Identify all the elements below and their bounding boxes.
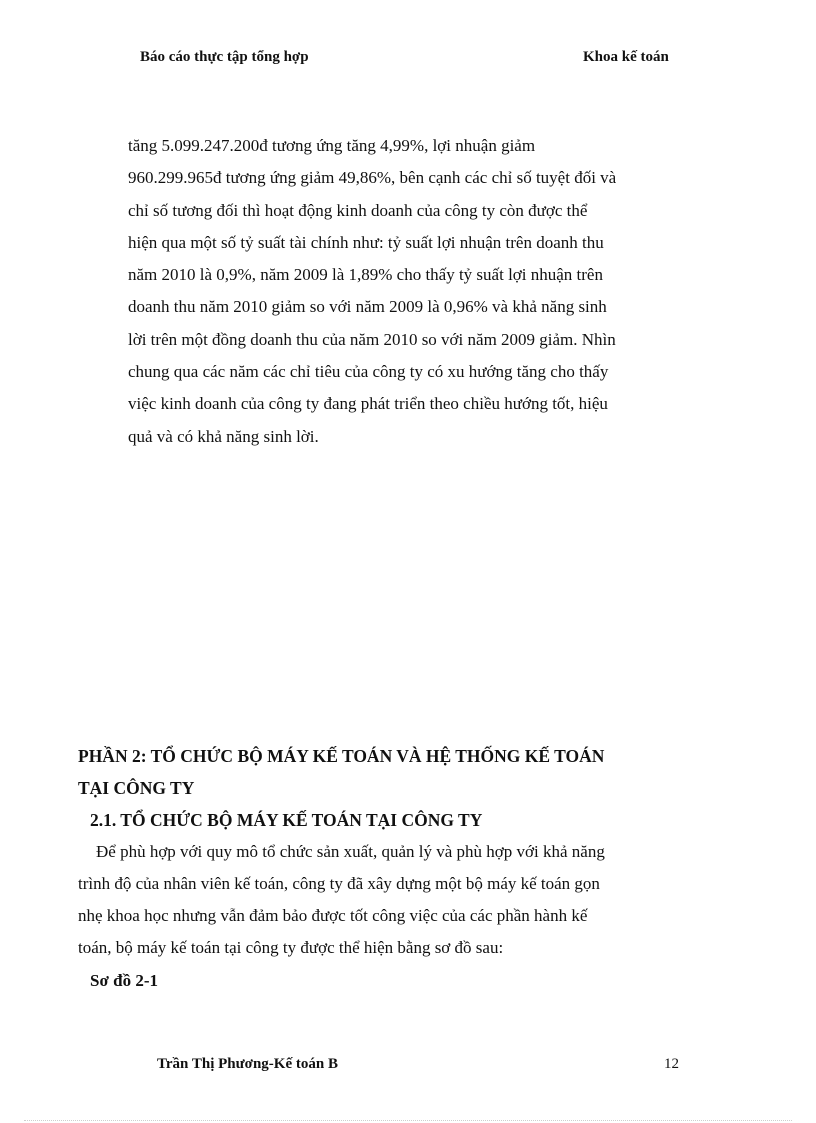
page-number: 12 — [664, 1056, 679, 1072]
header-report-title: Báo cáo thực tập tổng hợp — [140, 49, 309, 65]
section-heading-line: PHẦN 2: TỔ CHỨC BỘ MÁY KẾ TOÁN VÀ HỆ THỐNG KẾ TOÁN — [78, 746, 605, 766]
header-department: Khoa kế toán — [583, 49, 669, 65]
paragraph-line: lời trên một đồng doanh thu của năm 2010 so với năm 2009 giảm. Nhìn — [128, 329, 616, 349]
section-body-paragraph — [78, 836, 698, 964]
paragraph-line: chung qua các năm các chỉ tiêu của công ty có xu hướng tăng cho thấy — [128, 362, 609, 382]
paragraph-line: việc kinh doanh của công ty đang phát triển theo chiều hướng tốt, hiệu — [128, 394, 608, 414]
footer-author: Trần Thị Phương-Kế toán B — [157, 1056, 338, 1072]
section-heading — [78, 740, 698, 804]
intro-paragraph — [128, 130, 688, 453]
paragraph-line: năm 2010 là 0,9%, năm 2009 là 1,89% cho thấy tỷ suất lợi nhuận trên — [128, 265, 603, 285]
paragraph-line: quả và có khả năng sinh lời. — [128, 426, 319, 446]
paragraph-line: doanh thu năm 2010 giảm so với năm 2009 là 0,96% và khả năng sinh — [128, 297, 607, 317]
subsection-heading: 2.1. TỔ CHỨC BỘ MÁY KẾ TOÁN TẠI CÔNG TY — [90, 810, 483, 830]
paragraph-line: Để phù hợp với quy mô tổ chức sản xuất, quản lý và phù hợp với khả năng — [96, 842, 605, 861]
diagram-caption: Sơ đồ 2-1 — [90, 971, 158, 990]
paragraph-line: toán, bộ máy kế toán tại công ty được thể hiện bằng sơ đồ sau: — [78, 938, 504, 957]
paragraph-line: hiện qua một số tỷ suất tài chính như: tỷ suất lợi nhuận trên doanh thu — [128, 232, 604, 252]
page-bottom-divider — [24, 1120, 792, 1121]
paragraph-line: trình độ của nhân viên kế toán, công ty đã xây dựng một bộ máy kế toán gọn — [78, 874, 600, 893]
section-heading-line: TẠI CÔNG TY — [78, 778, 195, 798]
paragraph-line: tăng 5.099.247.200đ tương ứng tăng 4,99%, lợi nhuận giảm — [128, 136, 536, 155]
paragraph-line: nhẹ khoa học nhưng vẫn đảm bảo được tốt công việc của các phần hành kế — [78, 906, 588, 925]
paragraph-line: chỉ số tương đối thì hoạt động kinh doanh của công ty còn được thể — [128, 200, 588, 220]
paragraph-line: 960.299.965đ tương ứng giảm 49,86%, bên cạnh các chỉ số tuyệt đối và — [128, 168, 617, 188]
